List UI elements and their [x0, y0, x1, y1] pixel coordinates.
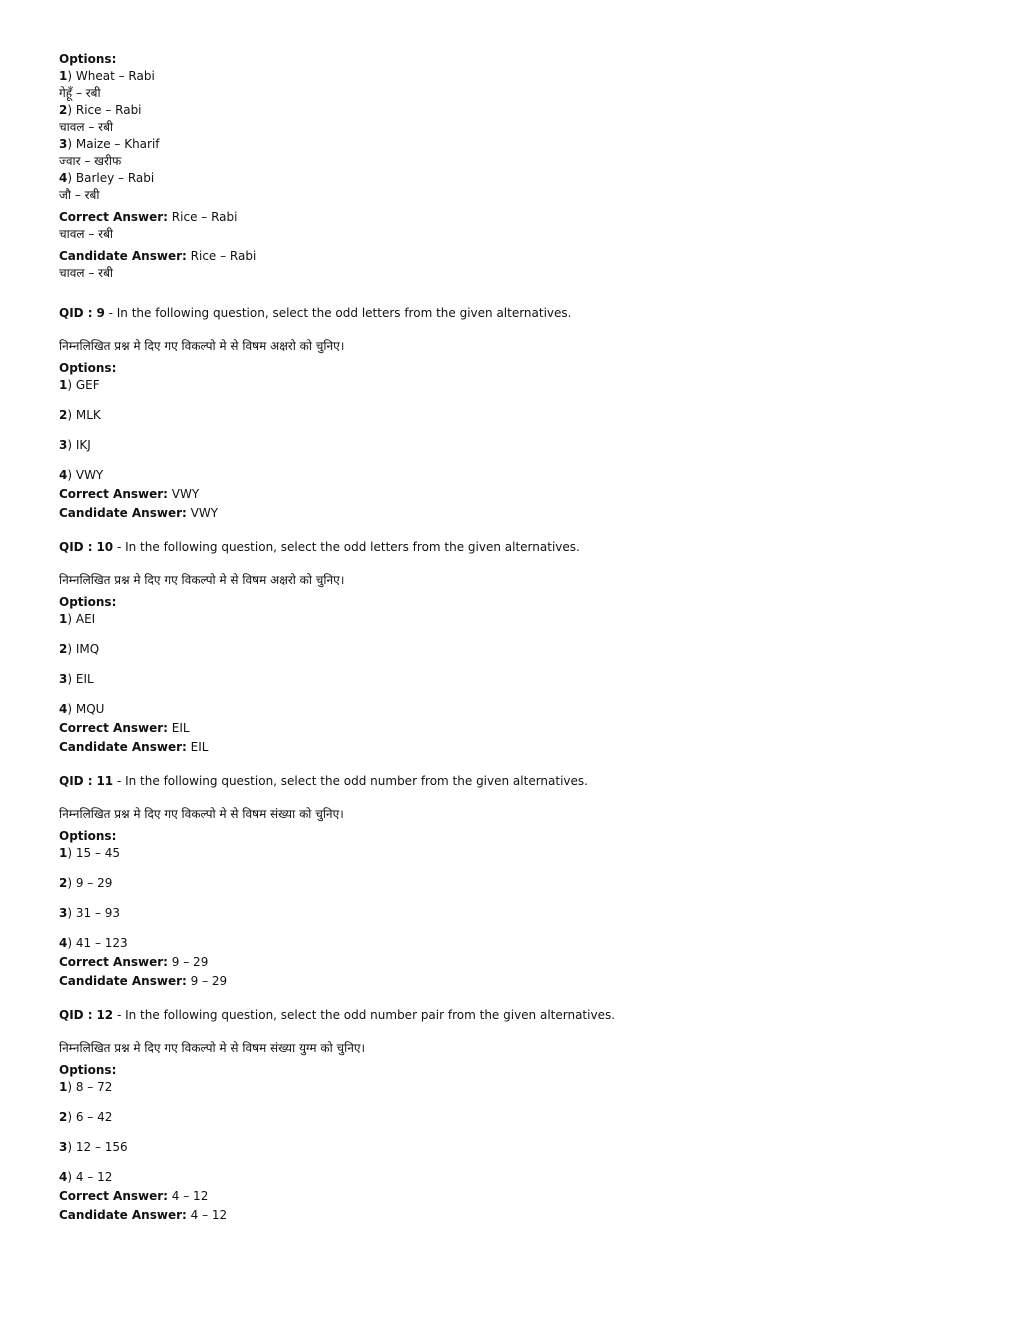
option-3: 3) EIL [59, 672, 94, 686]
question-id: 12 [96, 1008, 114, 1022]
option-3: 3) 31 – 93 [59, 906, 121, 920]
option-1: 1) AEI [59, 612, 96, 626]
option-2: 2) MLK [59, 408, 101, 422]
question-heading: QID : 12 - In the following question, select the odd number pair from the given alternatives. [59, 1008, 616, 1022]
question-text-hi: निम्नलिखित प्रश्न मे दिए गए विकल्पो मे से विषम संख्या युग्म को चुनिए। [59, 1041, 366, 1055]
option-2: 2) IMQ [59, 642, 100, 656]
options-label: Options: [59, 595, 117, 609]
option-1: 1) GEF [59, 378, 100, 392]
question-text-en: - In the following question, select the odd number from the given alternatives. [113, 774, 588, 788]
correct-answer: Correct Answer: 4 – 12 [59, 1189, 209, 1203]
question-12-block [59, 1007, 959, 1224]
option-1-en: 1) Wheat – Rabi [59, 69, 155, 83]
option-3: 3) IKJ [59, 438, 91, 452]
question-11-block [59, 773, 959, 990]
candidate-answer: Candidate Answer: 4 – 12 [59, 1208, 228, 1222]
option-4-en: 4) Barley – Rabi [59, 171, 155, 185]
question-text-en: - In the following question, select the odd letters from the given alternatives. [113, 540, 580, 554]
question-text-en: - In the following question, select the odd number pair from the given alternatives. [113, 1008, 616, 1022]
question-id: 9 [96, 306, 105, 320]
option-2-en: 2) Rice – Rabi [59, 103, 142, 117]
question-text-hi: निम्नलिखित प्रश्न मे दिए गए विकल्पो मे से विषम संख्या को चुनिए। [59, 807, 344, 821]
question-9-block [59, 305, 959, 522]
option-4: 4) MQU [59, 702, 105, 716]
options-label: Options: [59, 829, 117, 843]
option-1: 1) 15 – 45 [59, 846, 121, 860]
question-text-hi: निम्नलिखित प्रश्न मे दिए गए विकल्पो मे से विषम अक्षरो को चुनिए। [59, 573, 345, 587]
questions-list [59, 305, 959, 1224]
option-1: 1) 8 – 72 [59, 1080, 113, 1094]
option-3: 3) 12 – 156 [59, 1140, 128, 1154]
question-text-en: - In the following question, select the odd letters from the given alternatives. [104, 306, 572, 320]
question-heading: QID : 10 - In the following question, select the odd letters from the given alternatives. [59, 540, 580, 554]
option-2-hi: चावल – रबी [59, 120, 114, 134]
option-4: 4) 4 – 12 [59, 1170, 113, 1184]
option-4-hi: जौ – रबी [59, 188, 100, 202]
correct-answer: Correct Answer: EIL [59, 721, 190, 735]
question-heading: QID : 11 - In the following question, select the odd number from the given alternatives. [59, 774, 588, 788]
correct-answer: Correct Answer: Rice – Rabi [59, 210, 238, 224]
option-2: 2) 6 – 42 [59, 1110, 113, 1124]
question-heading: QID : 9 - In the following question, select the odd letters from the given alternatives. [59, 306, 572, 320]
question-8-block [59, 51, 959, 282]
question-10-block [59, 539, 959, 756]
options-label: Options: [59, 361, 117, 375]
correct-answer: Correct Answer: 9 – 29 [59, 955, 209, 969]
option-4: 4) VWY [59, 468, 104, 482]
question-text-hi: निम्नलिखित प्रश्न मे दिए गए विकल्पो मे से विषम अक्षरो को चुनिए। [59, 339, 345, 353]
candidate-answer-hi: चावल – रबी [59, 266, 114, 280]
candidate-answer: Candidate Answer: 9 – 29 [59, 974, 228, 988]
correct-answer: Correct Answer: VWY [59, 487, 200, 501]
option-1-hi: गेहूँ – रबी [59, 86, 101, 100]
option-3-en: 3) Maize – Kharif [59, 137, 160, 151]
correct-answer-hi: चावल – रबी [59, 227, 114, 241]
option-4: 4) 41 – 123 [59, 936, 128, 950]
question-id: 11 [96, 774, 114, 788]
option-2: 2) 9 – 29 [59, 876, 113, 890]
document-page [59, 51, 959, 1224]
options-label: Options: [59, 1063, 117, 1077]
candidate-answer: Candidate Answer: EIL [59, 740, 209, 754]
options-label: Options: [59, 52, 117, 66]
question-id: 10 [96, 540, 114, 554]
candidate-answer: Candidate Answer: Rice – Rabi [59, 249, 257, 263]
option-3-hi: ज्वार – खरीफ [59, 154, 122, 168]
candidate-answer: Candidate Answer: VWY [59, 506, 219, 520]
